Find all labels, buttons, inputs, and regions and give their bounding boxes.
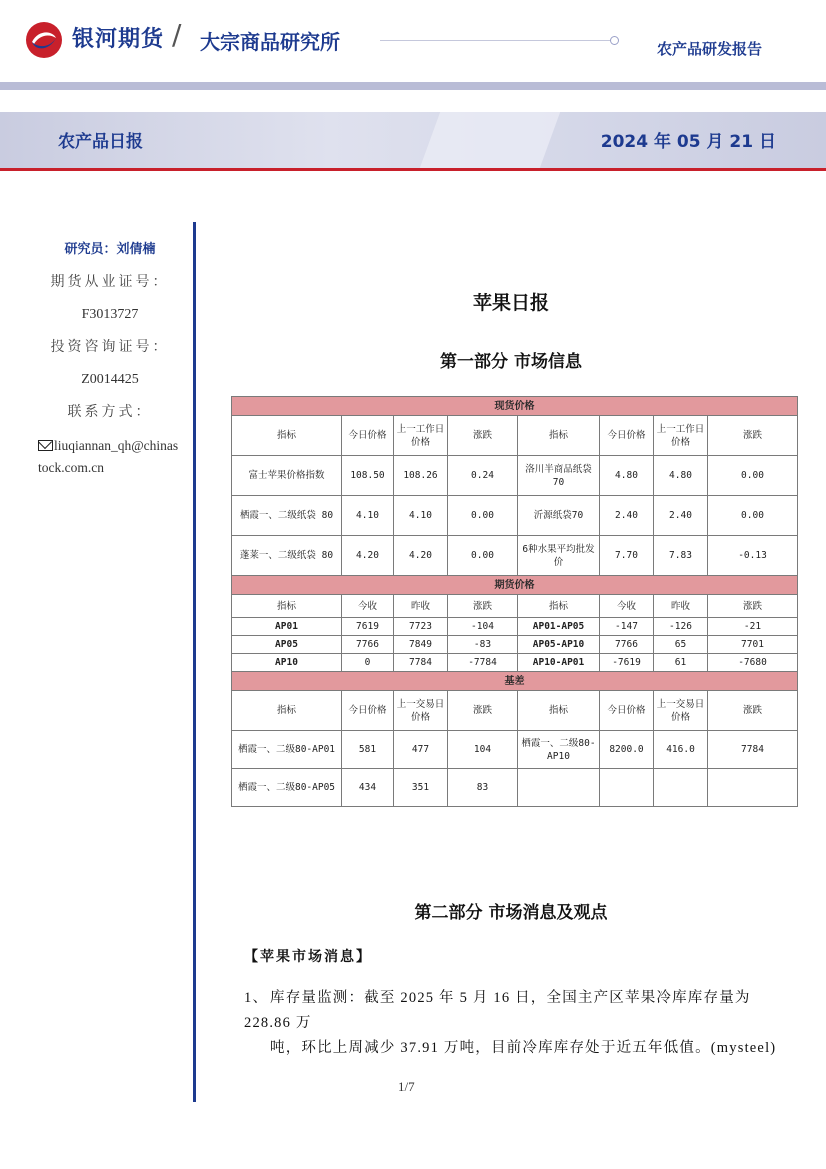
table-cell: 7619 (342, 618, 394, 636)
section-title-part2: 第二部分 市场消息及观点 (414, 903, 608, 923)
table-cell: 今日价格 (600, 416, 654, 456)
table-cell: 栖霞一、二级纸袋 80 (232, 496, 342, 536)
table-cell: -126 (654, 618, 708, 636)
table-cell: 指标 (518, 416, 600, 456)
contact-email[interactable] (30, 435, 190, 479)
news-item-line-2: 吨，环比上周减少 37.91 万吨，目前冷库库存处于近五年低值。(mysteel) (270, 1040, 777, 1056)
table-cell: AP10-AP01 (518, 654, 600, 672)
table-cell (600, 769, 654, 807)
table-cell: 4.10 (342, 496, 394, 536)
table-cell: 104 (448, 731, 518, 769)
table-cell: -7784 (448, 654, 518, 672)
table-cell (708, 769, 798, 807)
table-cell: -83 (448, 636, 518, 654)
table-cell: 4.20 (342, 536, 394, 576)
table-cell: 4.20 (394, 536, 448, 576)
table-cell: 0.00 (448, 496, 518, 536)
spot-data-row (232, 456, 798, 496)
table-cell: 351 (394, 769, 448, 807)
table-cell: 7784 (708, 731, 798, 769)
futures-cert-number: F3013727 (81, 307, 139, 322)
page-number: 1/7 (398, 1079, 415, 1094)
market-info-table (231, 396, 798, 807)
basis-section-row (232, 672, 798, 691)
futures-section-title: 期货价格 (232, 576, 798, 595)
table-cell: -7619 (600, 654, 654, 672)
table-cell: AP01 (232, 618, 342, 636)
daily-report-title: 农产品日报 (58, 132, 143, 152)
table-cell: -147 (600, 618, 654, 636)
futures-data-row (232, 654, 798, 672)
news-item (244, 986, 784, 1061)
basis-section-title: 基差 (232, 672, 798, 691)
spot-data-row (232, 536, 798, 576)
table-cell (654, 769, 708, 807)
table-cell (518, 769, 600, 807)
table-cell: 涨跌 (448, 691, 518, 731)
table-cell: 108.50 (342, 456, 394, 496)
spot-section-title: 现货价格 (232, 397, 798, 416)
table-cell: 0.00 (708, 456, 798, 496)
table-cell: 7.70 (600, 536, 654, 576)
spot-header-row (232, 416, 798, 456)
table-cell: 434 (342, 769, 394, 807)
table-cell: 416.0 (654, 731, 708, 769)
analyst-name: 研究员：刘倩楠 (64, 242, 156, 257)
news-item-number: 1、 (244, 990, 269, 1006)
email-line-2[interactable]: tock.com.cn (38, 460, 104, 475)
table-cell: 上一工作日价格 (394, 416, 448, 456)
table-cell: AP10 (232, 654, 342, 672)
company-logo-icon (24, 20, 64, 60)
consult-cert-number: Z0014425 (81, 372, 139, 387)
table-cell: 今收 (342, 595, 394, 618)
spot-section-row (232, 397, 798, 416)
table-cell: -0.13 (708, 536, 798, 576)
table-cell: 477 (394, 731, 448, 769)
futures-header-row (232, 595, 798, 618)
table-cell: 4.80 (654, 456, 708, 496)
table-cell: AP01-AP05 (518, 618, 600, 636)
table-cell: -104 (448, 618, 518, 636)
table-cell: 指标 (232, 416, 342, 456)
table-cell: 7766 (600, 636, 654, 654)
email-line-1[interactable]: liuqiannan_qh@chinas (54, 438, 179, 453)
table-cell: 7.83 (654, 536, 708, 576)
table-cell: 指标 (232, 595, 342, 618)
futures-cert-label: 期货从业证号： (50, 274, 170, 290)
table-cell: 涨跌 (708, 595, 798, 618)
table-cell: 栖霞一、二级80-AP10 (518, 731, 600, 769)
table-cell: 上一交易日价格 (394, 691, 448, 731)
consult-cert-label: 投资咨询证号： (50, 339, 170, 355)
table-cell: 8200.0 (600, 731, 654, 769)
table-cell: 指标 (518, 691, 600, 731)
table-cell: 洛川半商品纸袋70 (518, 456, 600, 496)
table-cell: -7680 (708, 654, 798, 672)
table-cell: 4.80 (600, 456, 654, 496)
table-cell: 昨收 (654, 595, 708, 618)
table-cell: 指标 (518, 595, 600, 618)
top-header (0, 0, 826, 82)
table-cell: 今日价格 (600, 691, 654, 731)
table-cell: 7766 (342, 636, 394, 654)
table-cell: 蓬莱一、二级纸袋 80 (232, 536, 342, 576)
band-decoration (420, 112, 560, 168)
table-cell: 7723 (394, 618, 448, 636)
futures-data-row (232, 618, 798, 636)
table-cell: 富士苹果价格指数 (232, 456, 342, 496)
table-cell: 0 (342, 654, 394, 672)
table-cell: 栖霞一、二级80-AP01 (232, 731, 342, 769)
spot-data-row (232, 496, 798, 536)
table-cell: 上一交易日价格 (654, 691, 708, 731)
mail-icon (38, 440, 53, 451)
table-cell: 沂源纸袋70 (518, 496, 600, 536)
table-cell: 上一工作日价格 (654, 416, 708, 456)
division-name: 大宗商品研究所 (200, 30, 340, 54)
table-cell: 今收 (600, 595, 654, 618)
table-cell: 0.00 (708, 496, 798, 536)
logo-divider: / (172, 18, 182, 51)
header-band-thin (0, 82, 826, 90)
table-cell: 涨跌 (708, 416, 798, 456)
table-cell: -21 (708, 618, 798, 636)
contact-label: 联系方式： (67, 404, 153, 420)
futures-data-row (232, 636, 798, 654)
futures-section-row (232, 576, 798, 595)
report-type: 农产品研发报告 (656, 40, 762, 58)
table-cell: 今日价格 (342, 691, 394, 731)
basis-data-row (232, 769, 798, 807)
table-cell: 83 (448, 769, 518, 807)
basis-data-row (232, 731, 798, 769)
news-heading: 【苹果市场消息】 (244, 950, 372, 965)
table-cell: 581 (342, 731, 394, 769)
report-date: 2024 年 05 月 21 日 (600, 132, 776, 152)
decorative-dot (610, 36, 619, 45)
table-cell: 7784 (394, 654, 448, 672)
table-cell: 6种水果平均批发价 (518, 536, 600, 576)
analyst-sidebar (30, 240, 190, 479)
table-cell: 0.00 (448, 536, 518, 576)
table-cell: 0.24 (448, 456, 518, 496)
table-cell: 2.40 (600, 496, 654, 536)
basis-header-row (232, 691, 798, 731)
table-cell: 4.10 (394, 496, 448, 536)
table-cell: 7849 (394, 636, 448, 654)
news-item-line-1: 库存量监测：截至 2025 年 5 月 16 日，全国主产区苹果冷库库存量为 228.86 万 (244, 990, 751, 1031)
report-title: 苹果日报 (472, 292, 549, 314)
table-cell: 涨跌 (448, 595, 518, 618)
table-cell: 61 (654, 654, 708, 672)
section-title-part1: 第一部分 市场信息 (440, 352, 582, 372)
table-cell: 2.40 (654, 496, 708, 536)
table-cell: 涨跌 (448, 416, 518, 456)
table-cell: 7701 (708, 636, 798, 654)
company-name: 银河期货 (72, 27, 165, 52)
table-cell: 栖霞一、二级80-AP05 (232, 769, 342, 807)
decorative-line (380, 40, 610, 41)
table-cell: 指标 (232, 691, 342, 731)
table-cell: AP05-AP10 (518, 636, 600, 654)
table-cell: 昨收 (394, 595, 448, 618)
table-cell: 今日价格 (342, 416, 394, 456)
table-cell: 108.26 (394, 456, 448, 496)
header-red-rule (0, 168, 826, 171)
table-cell: 65 (654, 636, 708, 654)
table-cell: 涨跌 (708, 691, 798, 731)
table-cell: AP05 (232, 636, 342, 654)
